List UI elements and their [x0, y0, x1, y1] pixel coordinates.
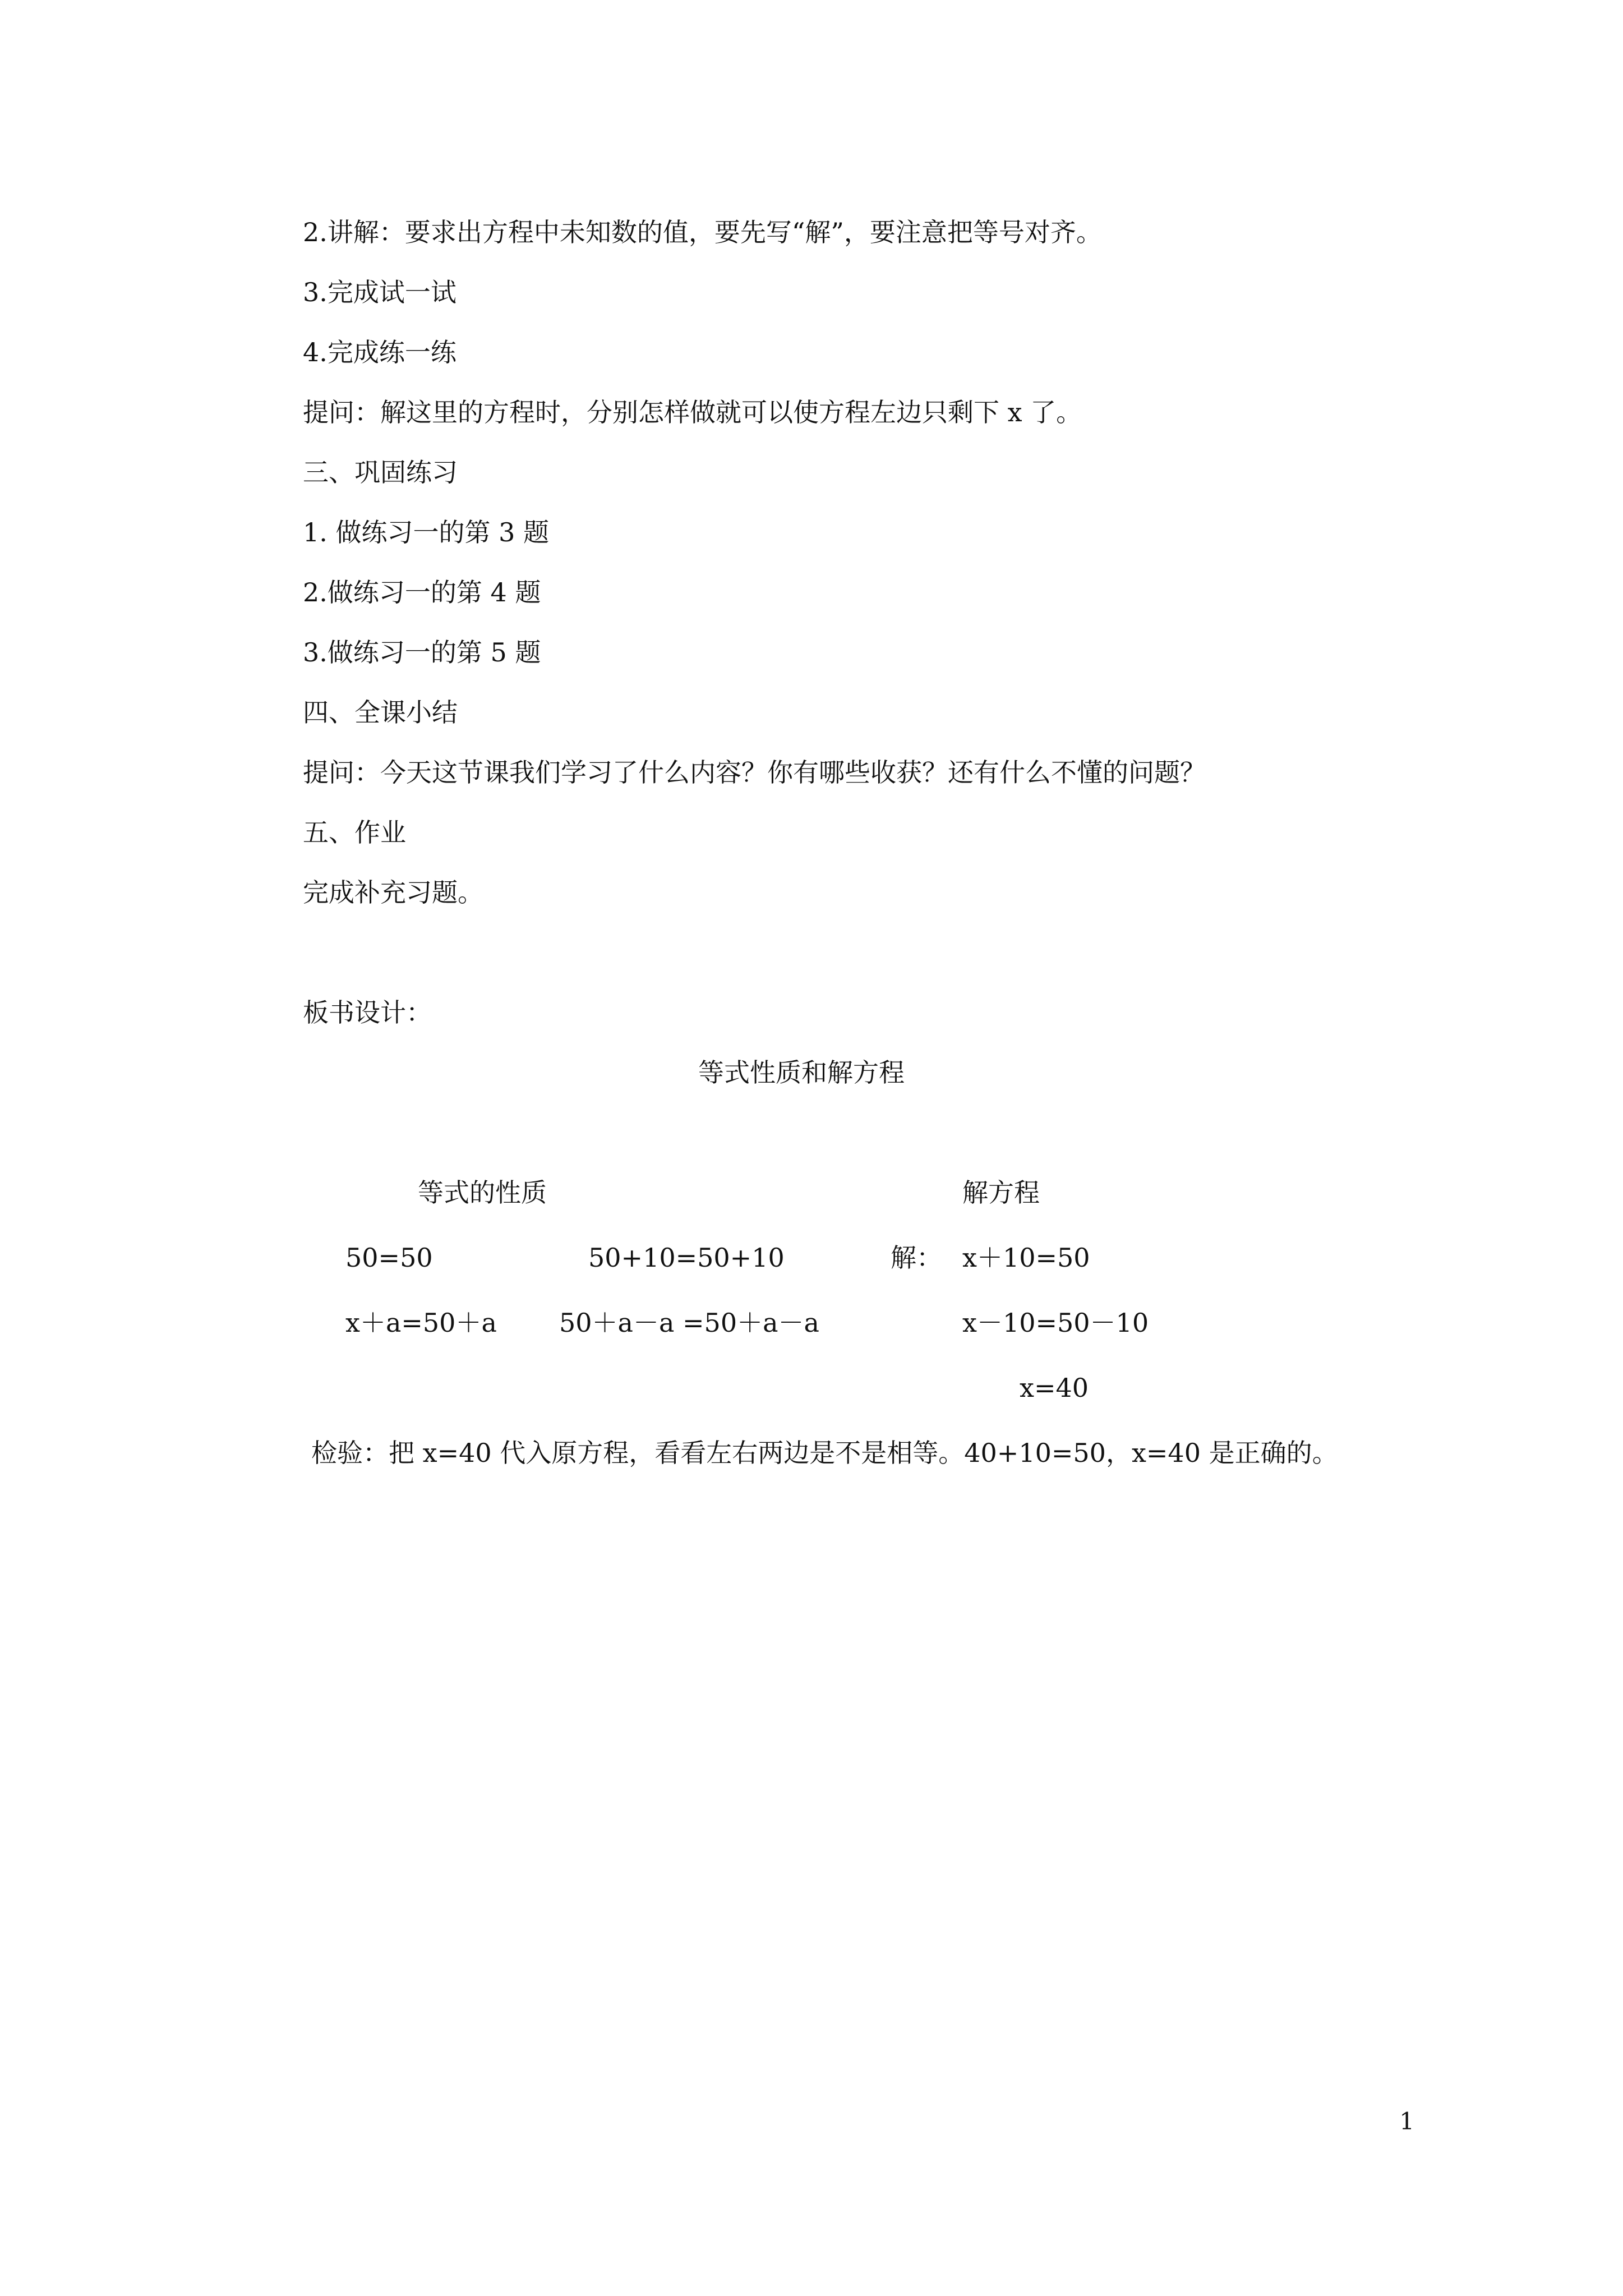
equation-50-plus-a-minus-a: 50＋a－a =50＋a－a [559, 1308, 819, 1338]
lesson-line-question: 提问：解这里的方程时，分别怎样做就可以使方程左边只剩下 x 了。 [303, 397, 1082, 427]
board-design-label: 板书设计： [303, 997, 432, 1028]
solve-label: 解： [891, 1243, 942, 1273]
equation-50-plus-10: 50+10=50+10 [588, 1243, 785, 1273]
section-heading-homework: 五、作业 [303, 817, 406, 848]
page-number: 1 [1399, 2108, 1414, 2135]
exercise-item-3: 3.做练习一的第 5 题 [303, 637, 541, 668]
homework-text: 完成补充习题。 [303, 877, 483, 908]
solve-step-2: x－10=50－10 [962, 1308, 1149, 1338]
lesson-line-practice: 4.完成练一练 [303, 337, 457, 367]
board-left-heading: 等式的性质 [418, 1177, 547, 1208]
solve-step-3: x=40 [1020, 1373, 1089, 1403]
exercise-item-1: 1. 做练习一的第 3 题 [303, 517, 550, 547]
equation-50: 50=50 [345, 1243, 433, 1273]
section-heading-consolidate: 三、巩固练习 [303, 457, 458, 487]
lesson-line-explain: 2.讲解：要求出方程中未知数的值，要先写“解”，要注意把等号对齐。 [303, 217, 1102, 247]
board-right-heading: 解方程 [962, 1177, 1040, 1208]
check-statement: 检验：把 x=40 代入原方程，看看左右两边是不是相等。40+10=50，x=40 是正确的。 [311, 1438, 1338, 1468]
lesson-line-try: 3.完成试一试 [303, 277, 457, 307]
section-heading-summary: 四、全课小结 [303, 697, 458, 728]
board-title: 等式性质和解方程 [698, 1057, 905, 1088]
summary-question: 提问：今天这节课我们学习了什么内容？你有哪些收获？还有什么不懂的问题？ [303, 757, 1206, 788]
solve-step-1: x＋10=50 [962, 1243, 1090, 1273]
equation-x-plus-a: x＋a=50＋a [345, 1308, 497, 1338]
exercise-item-2: 2.做练习一的第 4 题 [303, 577, 541, 608]
